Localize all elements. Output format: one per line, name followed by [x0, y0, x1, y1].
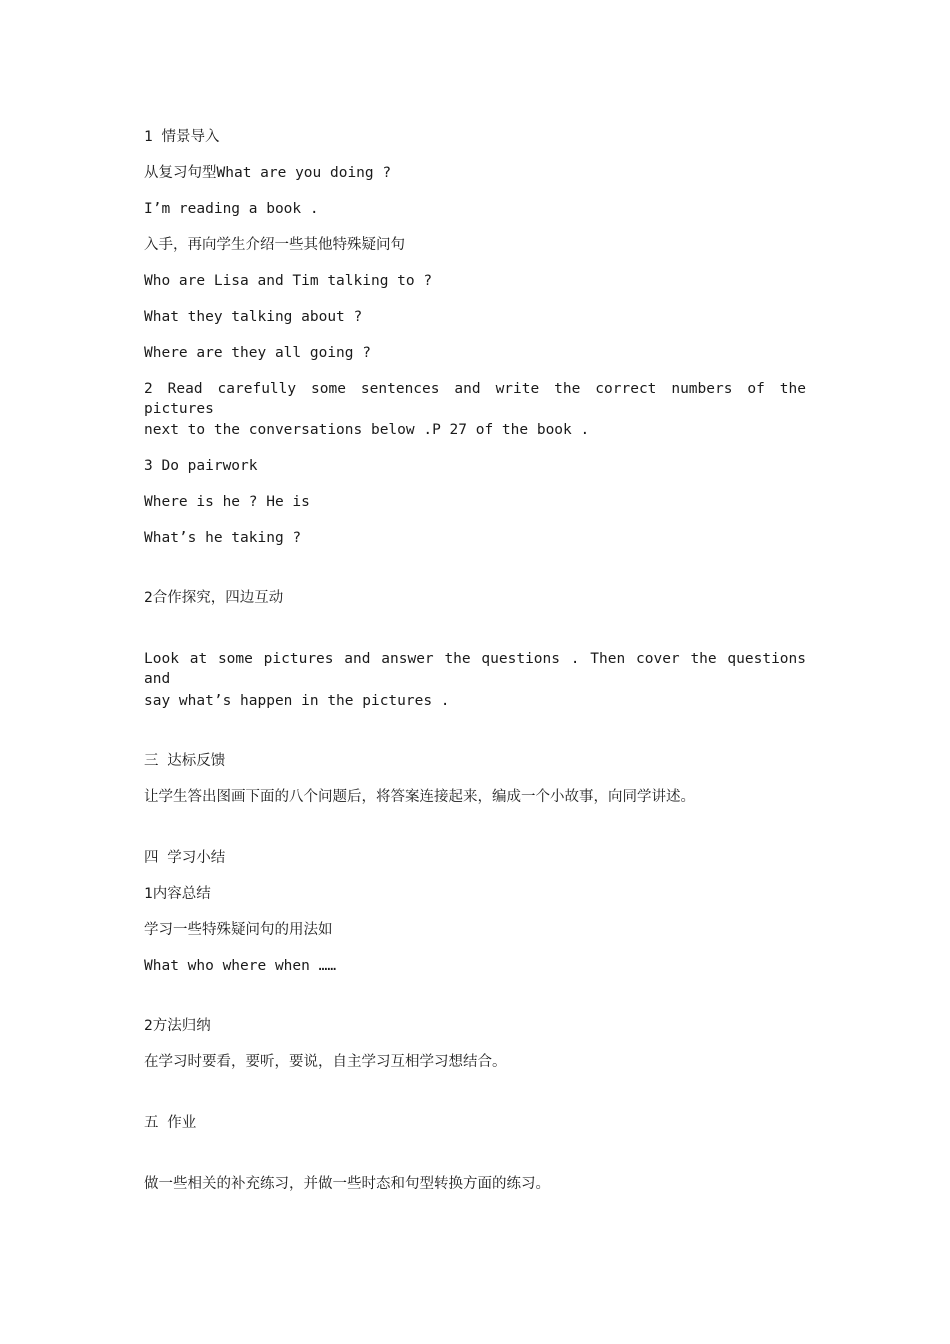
text-line: next to the conversations below .P 27 of the book . [144, 422, 590, 438]
subheading-content-summary: 1内容总结 [144, 886, 211, 902]
text-line: Where is he ? He is [144, 494, 310, 510]
text-line: 做一些相关的补充练习，并做一些时态和句型转换方面的练习。 [144, 1176, 550, 1192]
text-line: Where are they all going ? [144, 345, 371, 361]
text-line: Who are Lisa and Tim talking to ? [144, 273, 433, 289]
section-heading-scenario-intro: 1 情景导入 [144, 129, 220, 145]
text-line: What who where when …… [144, 958, 337, 974]
subheading-method: 2方法归纳 [144, 1018, 211, 1034]
section-heading-cooperation: 2合作探究，四边互动 [144, 590, 284, 606]
section-heading-homework: 五 作业 [144, 1115, 197, 1131]
text-line: 2 Read carefully some sentences and write the correct numbers of the pictures [144, 381, 806, 417]
text-line: 从复习句型What are you doing ? [144, 165, 392, 181]
text-line: say what’s happen in the pictures . [144, 693, 450, 709]
text-line: Look at some pictures and answer the questions . Then cover the questions and [144, 651, 806, 687]
text-line: What they talking about ? [144, 309, 363, 325]
section-heading-summary: 四 学习小结 [144, 850, 226, 866]
text-line: 学习一些特殊疑问句的用法如 [144, 922, 333, 938]
text-line: I’m reading a book . [144, 201, 319, 217]
text-line: 在学习时要看，要听，要说，自主学习互相学习想结合。 [144, 1054, 507, 1070]
text-line: 让学生答出图画下面的八个问题后，将答案连接起来，编成一个小故事，向同学讲述。 [144, 789, 695, 805]
text-line: 3 Do pairwork [144, 458, 258, 474]
text-line: 入手，再向学生介绍一些其他特殊疑问句 [144, 237, 405, 253]
text-line: What’s he taking ? [144, 530, 302, 546]
section-heading-feedback: 三 达标反馈 [144, 753, 226, 769]
